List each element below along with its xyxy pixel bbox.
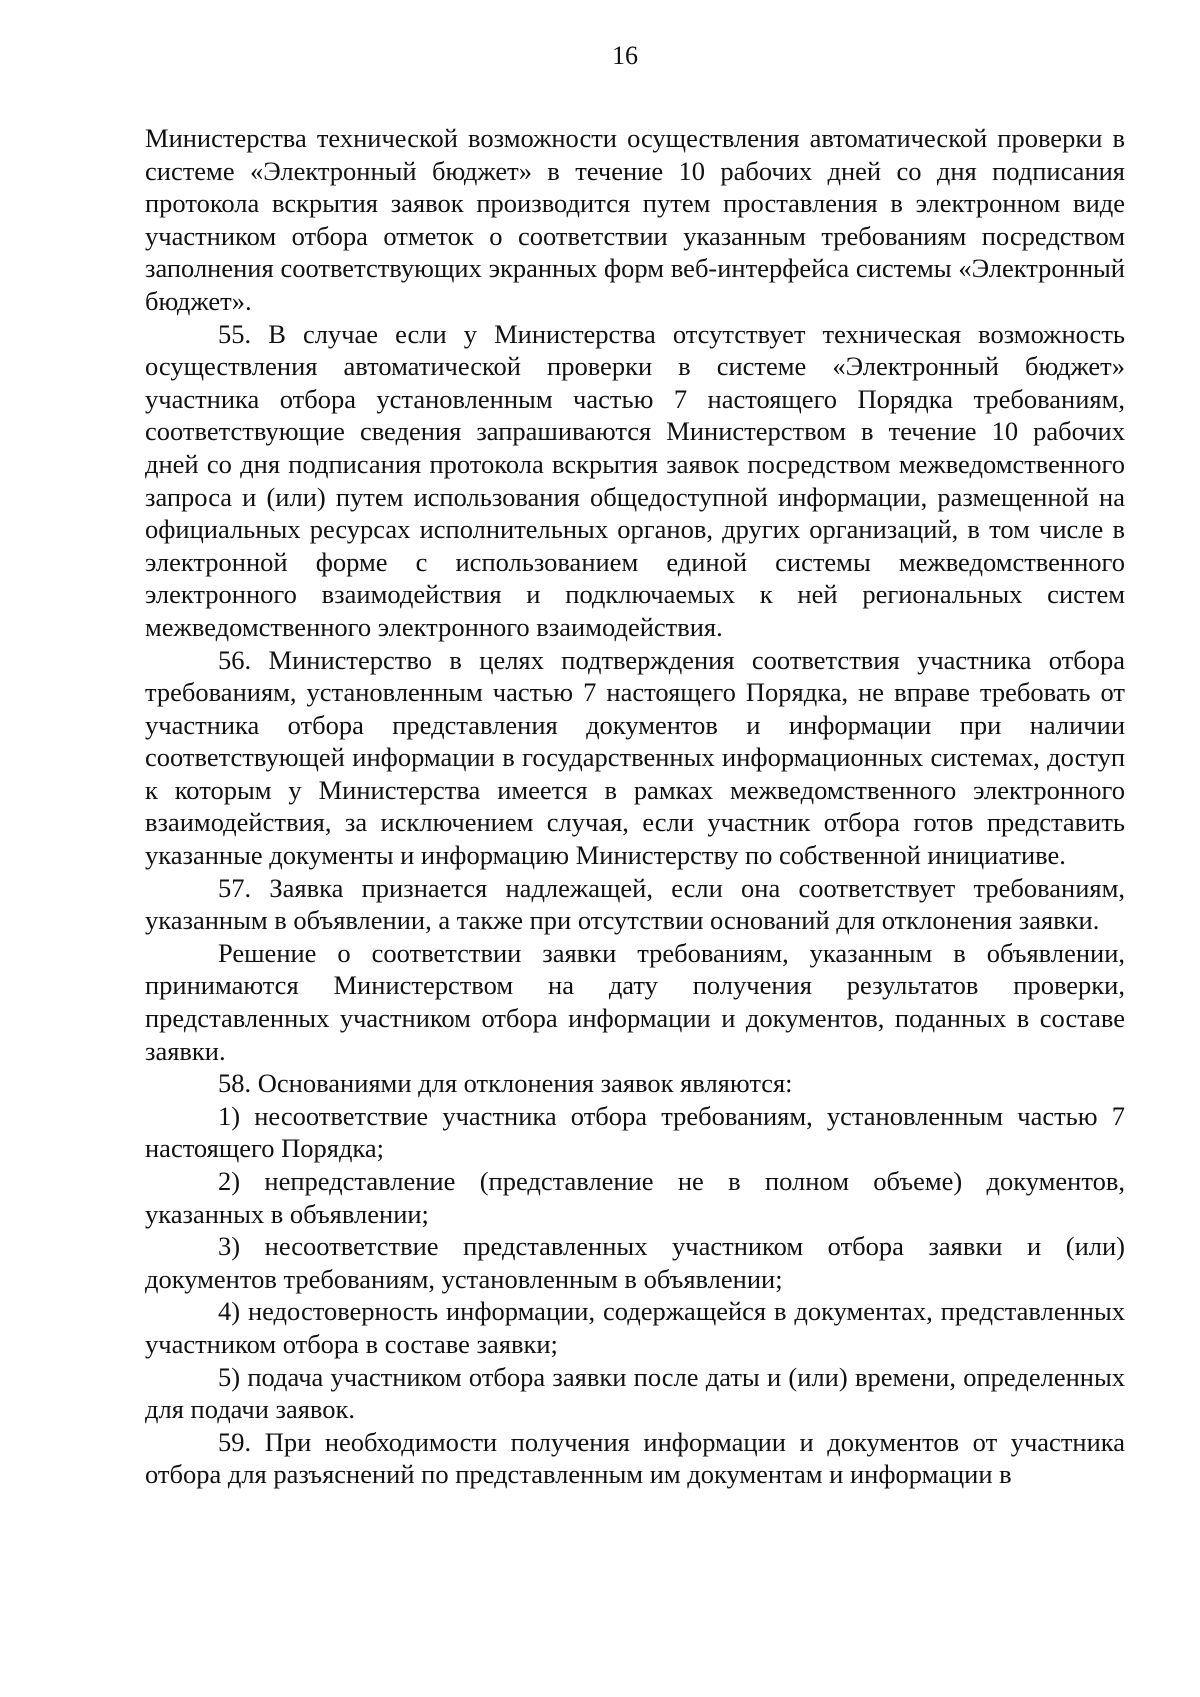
page-number: 16 <box>612 41 638 70</box>
paragraph-58-item-3: 3) несоответствие представленных участником отбора заявки и (или) документов требованиям, установленным в объявлении; <box>145 1231 1125 1294</box>
paragraph-continuation: Министерства технической возможности осуществления автоматической проверки в системе «Электронный бюджет» в течение 10 рабочих дней со дня подписания протокола вскрытия заявок производится путем проставления в электронном виде участником отбора отметок о соответствии указанным требованиям посредством заполнения соответствующих экранных форм веб-интерфейса системы «Электронный бюджет». <box>145 123 1125 316</box>
paragraph-58: 58. Основаниями для отклонения заявок являются: <box>218 1068 793 1099</box>
document-body <box>145 122 1125 1491</box>
paragraph-57: 57. Заявка признается надлежащей, если она соответствует требованиям, указанным в объявлении, а также при отсутствии оснований для отклонения заявки. <box>145 872 1125 936</box>
paragraph-57-decision: Решение о соответствии заявки требованиям, указанным в объявлении, принимаются Министерством на дату получения результатов проверки, представленных участником отбора информации и документов, поданных в составе заявки. <box>145 937 1125 1066</box>
paragraph-58-item-2: 2) непредставление (представление не в полном объеме) документов, указанных в объявлении; <box>145 1166 1125 1229</box>
paragraph-58-item-4: 4) недостоверность информации, содержащейся в документах, представленных участником отбора в составе заявки; <box>145 1296 1125 1359</box>
paragraph-59: 59. При необходимости получения информации и документов от участника отбора для разъяснений по представленным им документам и информации в <box>145 1426 1125 1490</box>
paragraph-58-item-5: 5) подача участником отбора заявки после даты и (или) времени, определенных для подачи заявок. <box>145 1361 1125 1425</box>
paragraph-58-item-1: 1) несоответствие участника отбора требованиям, установленным частью 7 настоящего Порядка; <box>145 1100 1125 1164</box>
paragraph-56: 56. Министерство в целях подтверждения соответствия участника отбора требованиям, установленным частью 7 настоящего Порядка, не вправе требовать от участника отбора представления документов и информации при наличии соответствующей информации в государственных информационных системах, доступ к которым у Министерства имеется в рамках межведомственного электронного взаимодействия, за исключением случая, если участник отбора готов представить указанные документы и информацию Министерству по собственной инициативе. <box>145 644 1125 871</box>
paragraph-55: 55. В случае если у Министерства отсутствует техническая возможность осуществления автоматической проверки в системе «Электронный бюджет» участника отбора установленным частью 7 настоящего Порядка требованиям, соответствующие сведения запрашиваются Министерством в течение 10 рабочих дней со дня подписания протокола вскрытия заявок посредством межведомственного запроса и (или) путем использования общедоступной информации, размещенной на официальных ресурсах исполнительных органов, других организаций, в том числе в электронной форме с использованием единой системы межведомственного электронного взаимодействия и подключаемых к ней региональных систем межведомственного электронного взаимодействия. <box>145 318 1125 642</box>
